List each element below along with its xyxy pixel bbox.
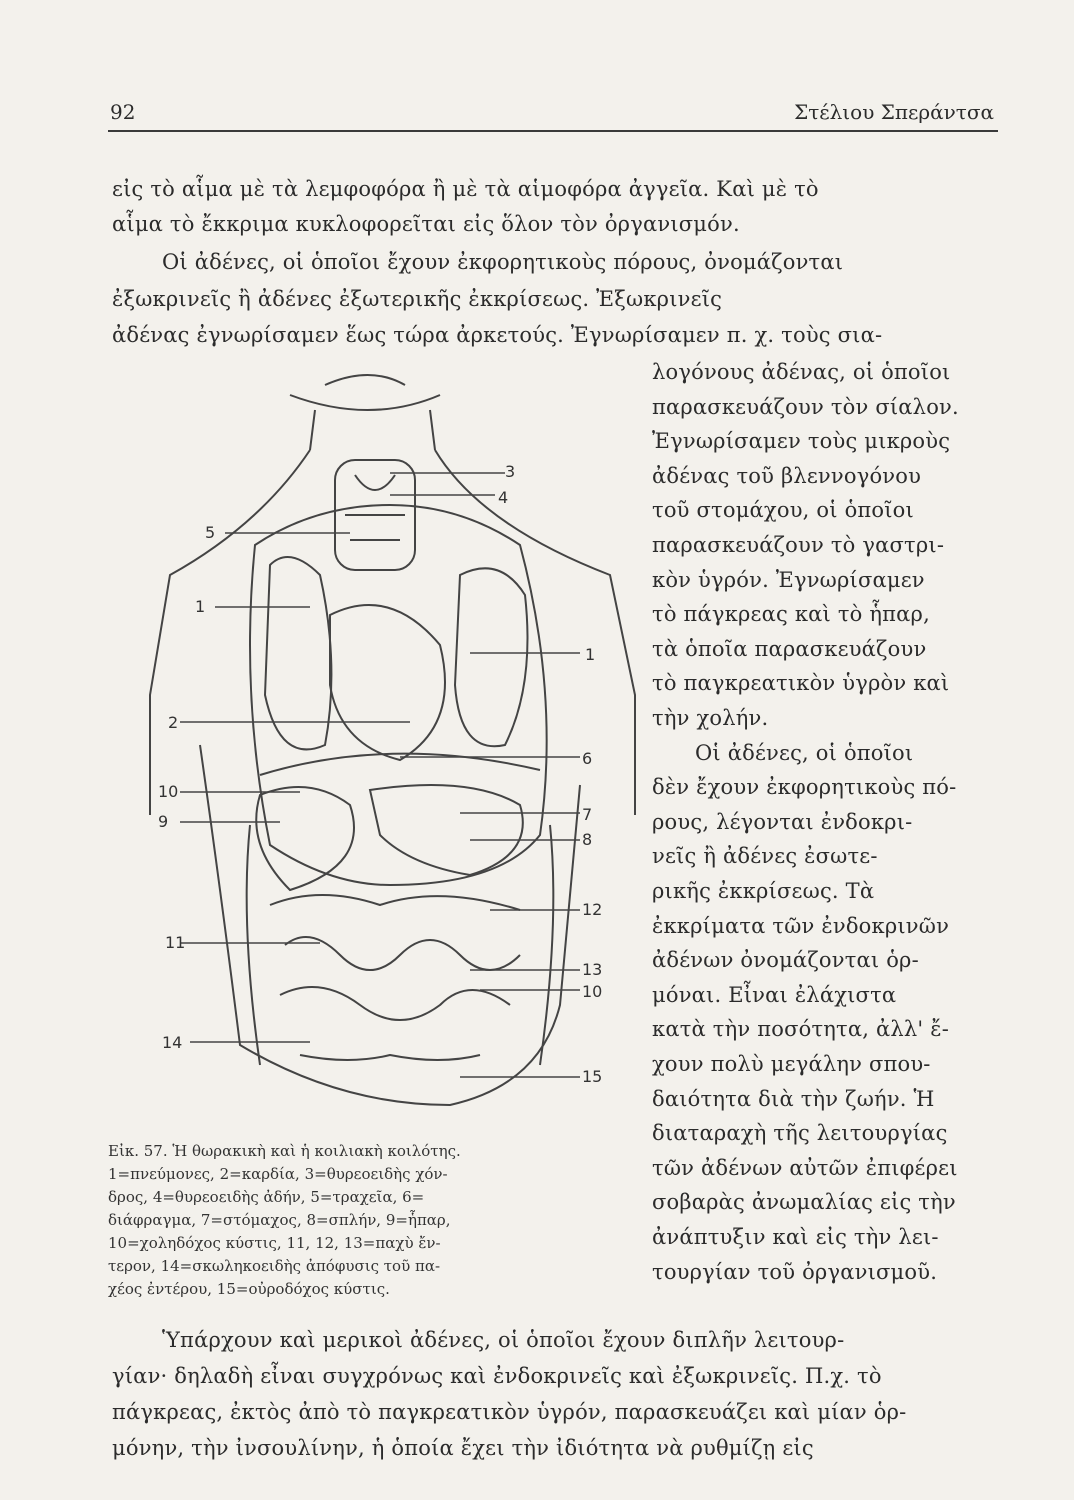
body-line: γίαν· δηλαδὴ εἶναι συγχρόνως καὶ ἐνδοκρινεῖς καὶ ἐξωκρινεῖς. Π.χ. τὸ bbox=[112, 1364, 882, 1388]
body-line: εἰς τὸ αἷμα μὲ τὰ λεμφοφόρα ἢ μὲ τὰ αἱμοφόρα ἀγγεῖα. Καὶ μὲ τὸ bbox=[112, 177, 819, 201]
body-line-right: Οἱ ἀδένες, οἱ ὁποῖοι bbox=[695, 740, 914, 765]
figure-label-7: 7 bbox=[582, 805, 593, 824]
header-rule bbox=[108, 130, 998, 132]
body-line: ἐξωκρινεῖς ἢ ἀδένες ἐξωτερικῆς ἐκκρίσεως. Ἐξωκρινεῖς bbox=[112, 287, 723, 311]
figure-caption-line: 10=χοληδόχος κύστις, 11, 12, 13=παχὺ ἔν- bbox=[108, 1234, 441, 1252]
body-line-right: τὴν χολήν. bbox=[652, 706, 769, 730]
body-line-right: παρασκευάζουν τὸ γαστρι- bbox=[652, 533, 945, 557]
page-number: 92 bbox=[110, 100, 136, 124]
body-line-right: ρικῆς ἐκκρίσεως. Τὰ bbox=[652, 879, 875, 903]
anatomy-figure bbox=[140, 365, 640, 1145]
body-line-right: ἀδένας τοῦ βλεννογόνου bbox=[652, 463, 922, 488]
figure-label-10: 10 bbox=[158, 782, 179, 801]
body-line-right: Ἐγνωρίσαμεν τοὺς μικροὺς bbox=[652, 429, 951, 454]
figure-caption-line: διάφραγμα, 7=στόμαχος, 8=σπλήν, 9=ἧπαρ, bbox=[108, 1211, 451, 1229]
body-line-right: νεῖς ἢ ἀδένες ἐσωτε- bbox=[652, 844, 878, 869]
body-line-right: τουργίαν τοῦ ὀργανισμοῦ. bbox=[652, 1259, 938, 1284]
figure-caption-line: τερον, 14=σκωληκοειδὴς ἀπόφυσις τοῦ πα- bbox=[108, 1257, 441, 1275]
body-line-right: χουν πολὺ μεγάλην σπου- bbox=[652, 1052, 931, 1076]
body-line: αἷμα τὸ ἔκκριμα κυκλοφορεῖται εἰς ὅλον τὸν ὀργανισμόν. bbox=[112, 212, 740, 236]
figure-label-13: 13 bbox=[582, 960, 603, 979]
body-line-right: λογόνους ἀδένας, οἱ ὁποῖοι bbox=[652, 360, 951, 384]
running-title: Στέλιου Σπεράντσα bbox=[794, 100, 994, 124]
figure-label-12: 12 bbox=[582, 900, 603, 919]
body-line-right: ἐκκρίματα τῶν ἐνδοκρινῶν bbox=[652, 913, 950, 938]
figure-label-6: 6 bbox=[582, 749, 593, 768]
figure-label-1-right: 1 bbox=[585, 645, 596, 664]
figure-label-11: 11 bbox=[165, 933, 186, 952]
body-line-right: παρασκευάζουν τὸν σίαλον. bbox=[652, 394, 959, 419]
body-line-right: τὸ παγκρεατικὸν ὑγρὸν καὶ bbox=[652, 671, 950, 696]
figure-caption-line: δρος, 4=θυρεοειδὴς ἀδήν, 5=τραχεῖα, 6= bbox=[108, 1188, 425, 1206]
figure-caption-title: Εἰκ. 57. Ἡ θωρακικὴ καὶ ἡ κοιλιακὴ κοιλότης. bbox=[108, 1142, 461, 1160]
body-line: Οἱ ἀδένες, οἱ ὁποῖοι ἔχουν ἐκφορητικοὺς πόρους, ὀνομάζονται bbox=[162, 250, 844, 274]
figure-label-2: 2 bbox=[168, 713, 179, 732]
figure-label-14: 14 bbox=[162, 1033, 183, 1052]
figure-label-3: 3 bbox=[505, 462, 516, 481]
body-line-right: ἀδένων ὀνομάζονται ὁρ- bbox=[652, 948, 919, 973]
body-line-right: ρους, λέγονται ἐνδοκρι- bbox=[652, 809, 913, 834]
figure-label-1-left: 1 bbox=[195, 597, 206, 616]
figure-label-8: 8 bbox=[582, 830, 593, 849]
figure-caption-line: χέος ἐντέρου, 15=οὐροδόχος κύστις. bbox=[108, 1280, 390, 1298]
body-line-right: μόναι. Εἶναι ἐλάχιστα bbox=[652, 982, 897, 1007]
figure-label-9: 9 bbox=[158, 812, 169, 831]
body-line-right: κὸν ὑγρόν. Ἐγνωρίσαμεν bbox=[652, 567, 925, 592]
body-line-right: δὲν ἔχουν ἐκφορητικοὺς πό- bbox=[652, 775, 957, 800]
body-line-right: σοβαρὰς ἀνωμαλίας εἰς τὴν bbox=[652, 1190, 956, 1215]
body-line-right: διαταραχὴ τῆς λειτουργίας bbox=[652, 1121, 948, 1146]
body-line: πάγκρεας, ἐκτὸς ἀπὸ τὸ παγκρεατικὸν ὑγρόν, παρασκευάζει καὶ μίαν ὁρ- bbox=[112, 1400, 907, 1424]
body-line-right: δαιότητα διὰ τὴν ζωήν. Ἡ bbox=[652, 1086, 935, 1111]
figure-caption-line: 1=πνεύμονες, 2=καρδία, 3=θυρεοειδὴς χόν- bbox=[108, 1165, 448, 1183]
body-line-right: τὸ πάγκρεας καὶ τὸ ἧπαρ, bbox=[652, 602, 930, 627]
figure-label-4: 4 bbox=[498, 488, 509, 507]
figure-label-15: 15 bbox=[582, 1067, 603, 1086]
body-line: ἀδένας ἐγνωρίσαμεν ἕως τώρα ἀρκετούς. Ἐγνωρίσαμεν π. χ. τοὺς σια- bbox=[112, 323, 883, 347]
body-line-right: τῶν ἀδένων αὐτῶν ἐπιφέρει bbox=[652, 1155, 958, 1180]
body-line: μόνην, τὴν ἰνσουλίνην, ἡ ὁποία ἔχει τὴν ἰδιότητα νὰ ρυθμίζῃ εἰς bbox=[112, 1436, 814, 1460]
body-line: Ὑπάρχουν καὶ μερικοὶ ἀδένες, οἱ ὁποῖοι ἔχουν διπλῆν λειτουρ- bbox=[162, 1328, 845, 1352]
body-line-right: τοῦ στομάχου, οἱ ὁποῖοι bbox=[652, 498, 914, 523]
body-line-right: ἀνάπτυξιν καὶ εἰς τὴν λει- bbox=[652, 1225, 939, 1249]
figure-label-5: 5 bbox=[205, 523, 216, 542]
body-line-right: τὰ ὁποῖα παρασκευάζουν bbox=[652, 636, 927, 661]
figure-label-10b: 10 bbox=[582, 982, 603, 1001]
body-line-right: κατὰ τὴν ποσότητα, ἀλλ' ἔ- bbox=[652, 1017, 950, 1042]
